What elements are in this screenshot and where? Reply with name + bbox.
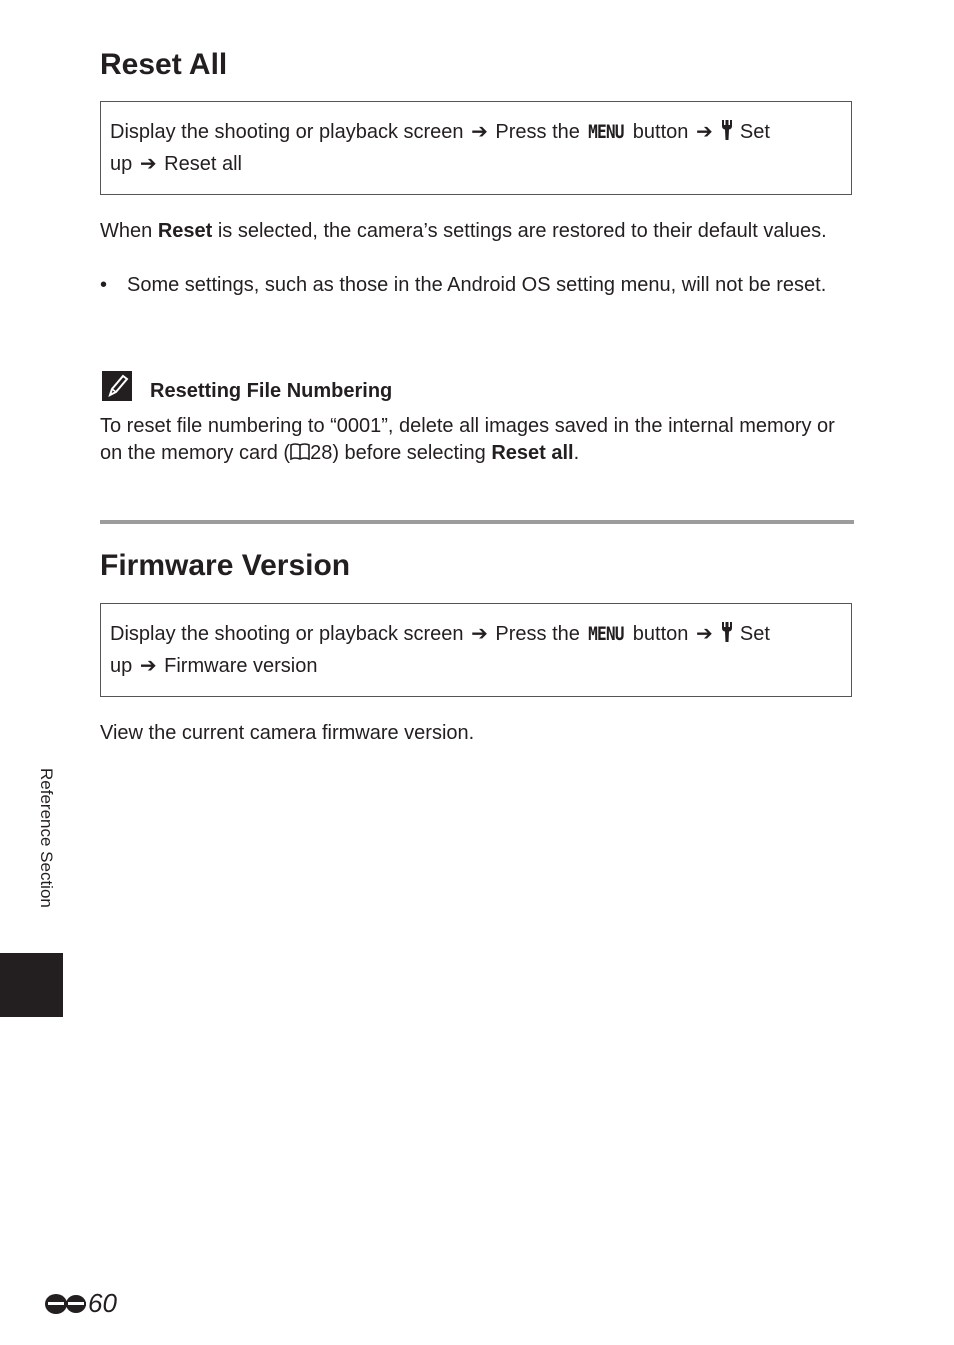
note-text-prefix: To reset file numbering to “0001”, delete all images saved in the internal memory or on the memory card ( xyxy=(100,415,835,464)
firmware-nav-box xyxy=(100,603,852,697)
nav-text-5: up xyxy=(110,153,133,175)
reset-all-nav-box xyxy=(100,101,852,195)
note-title: Resetting File Numbering xyxy=(150,380,393,402)
bullet-dot-icon: • xyxy=(100,274,108,296)
wrench-icon xyxy=(720,120,734,140)
firmware-version-heading: Firmware Version xyxy=(100,549,351,582)
arrow-icon: ➔ xyxy=(695,623,713,645)
arrow-icon: ➔ xyxy=(471,623,488,645)
section-divider xyxy=(100,520,854,524)
reset-description xyxy=(100,218,854,245)
note-text xyxy=(100,413,854,467)
wrench-icon xyxy=(720,622,734,642)
firmware-description: View the current camera firmware version. xyxy=(100,722,475,744)
bullet-text: Some settings, such as those in the Android OS setting menu, will not be reset. xyxy=(127,274,827,296)
nav-text-3: button xyxy=(632,121,689,143)
e-page-icon xyxy=(44,1292,86,1316)
nav-text-2: Press the xyxy=(495,121,580,143)
menu-button-icon: MENU xyxy=(588,623,625,645)
nav-text-5: up xyxy=(110,655,133,677)
nav-text-2: Press the xyxy=(495,623,580,645)
page-number xyxy=(44,1288,117,1319)
reset-desc-bold: Reset xyxy=(157,220,213,242)
nav-text-6: Firmware version xyxy=(164,655,318,677)
arrow-icon: ➔ xyxy=(695,121,713,143)
arrow-icon: ➔ xyxy=(471,121,488,143)
nav-text-1: Display the shooting or playback screen xyxy=(110,623,464,645)
menu-button-icon: MENU xyxy=(588,121,625,143)
page-number-text: 60 xyxy=(88,1288,117,1318)
note-text-ref: 28) before selecting xyxy=(310,442,486,464)
nav-text-3: button xyxy=(632,623,689,645)
note-text-bold: Reset all xyxy=(491,442,574,464)
note-text-end: . xyxy=(573,442,580,464)
reset-desc-prefix: When xyxy=(100,220,153,242)
reset-all-heading: Reset All xyxy=(100,48,228,81)
nav-text-6: Reset all xyxy=(164,153,242,175)
side-tab-block xyxy=(0,953,63,1017)
book-reference-icon xyxy=(290,443,310,461)
pencil-note-icon xyxy=(102,371,132,401)
arrow-icon: ➔ xyxy=(139,153,157,175)
arrow-icon: ➔ xyxy=(139,655,157,677)
nav-text-4: Set xyxy=(739,121,770,143)
nav-text-4: Set xyxy=(739,623,770,645)
nav-text-1: Display the shooting or playback screen xyxy=(110,121,464,143)
side-tab-label: Reference Section xyxy=(37,768,56,908)
reset-desc-suffix: is selected, the camera’s settings are restored to their default values. xyxy=(217,220,827,242)
